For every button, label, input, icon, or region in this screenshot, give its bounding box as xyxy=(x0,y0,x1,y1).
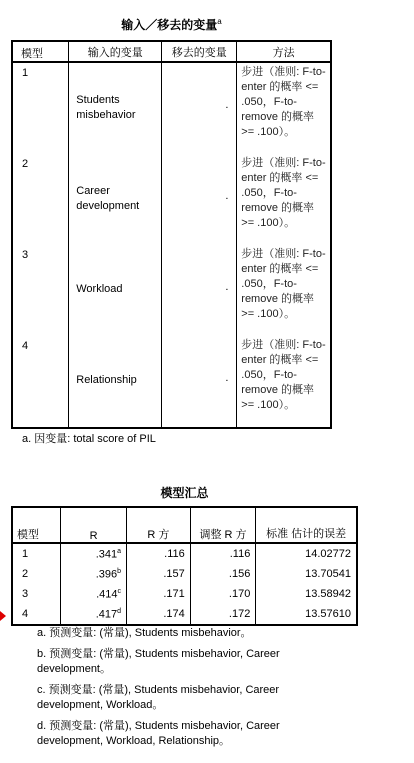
method-text: 步进（准则: F-to-enter 的概率 <= .050，F-to-remove 的概率 >= .100）。 xyxy=(241,248,326,320)
std-error-value: 13.57610 xyxy=(256,604,357,625)
table-row xyxy=(12,543,357,564)
model-number: 4 xyxy=(22,340,29,352)
std-error-value: 13.70541 xyxy=(256,564,357,584)
entered-variable: Relationship xyxy=(76,374,137,386)
r-square-value: .157 xyxy=(127,564,191,584)
r-square-value: .171 xyxy=(127,584,191,604)
method-text: 步进（准则: F-to-enter 的概率 <= .050，F-to-remove 的概率 >= .100）。 xyxy=(241,157,326,229)
col-model: 模型 xyxy=(12,507,61,543)
row-pointer-icon xyxy=(0,611,6,621)
table2-footnote: c. 预测变量: (常量), Students misbehavior, Career development, Workload。 xyxy=(37,684,280,711)
col-r-square: R 方 xyxy=(127,507,191,543)
adjusted-r-square-value: .170 xyxy=(190,584,256,604)
col-method: 方法 xyxy=(237,41,331,62)
table-row xyxy=(12,564,357,584)
table-row xyxy=(12,62,331,154)
col-entered: 输入的变量 xyxy=(69,41,162,62)
col-removed: 移去的变量 xyxy=(162,41,237,62)
table-row xyxy=(12,336,331,428)
r-value: .414$^c$ xyxy=(61,584,127,604)
removed-variable: . xyxy=(225,372,229,384)
col-r: R xyxy=(61,507,127,543)
removed-variable: . xyxy=(225,190,229,202)
table1-title: 输入／移去的变量$^a$ xyxy=(121,17,222,32)
table2-footnote: a. 预测变量: (常量), Students misbehavior。 xyxy=(37,627,252,639)
model-number: 2 xyxy=(22,158,29,170)
table-row xyxy=(12,245,331,336)
model-number: 1 xyxy=(22,548,29,560)
r-square-value: .174 xyxy=(127,604,191,625)
table2-title: 模型汇总 xyxy=(160,486,209,500)
std-error-value: 13.58942 xyxy=(256,584,357,604)
table-row xyxy=(12,584,357,604)
adjusted-r-square-value: .172 xyxy=(190,604,256,625)
std-error-value: 14.02772 xyxy=(256,543,357,564)
adjusted-r-square-value: .116 xyxy=(190,543,256,564)
model-number: 3 xyxy=(22,249,29,261)
r-value: .396$^b$ xyxy=(61,564,127,584)
table-row xyxy=(12,154,331,245)
removed-variable: . xyxy=(225,99,229,111)
table1-footnote: a. 因变量: total score of PIL xyxy=(22,433,156,445)
col-adjusted-r-square: 调整 R 方 xyxy=(190,507,256,543)
model-number: 3 xyxy=(22,588,29,600)
table-header-row xyxy=(12,507,357,543)
model-summary-table xyxy=(11,506,358,626)
method-text: 步进（准则: F-to-enter 的概率 <= .050，F-to-remove 的概率 >= .100）。 xyxy=(241,66,326,138)
entered-removed-variables-table xyxy=(11,40,332,429)
method-text: 步进（准则: F-to-enter 的概率 <= .050，F-to-remove 的概率 >= .100）。 xyxy=(241,339,326,411)
model-number: 1 xyxy=(22,67,29,79)
model-number: 2 xyxy=(22,568,29,580)
entered-variable: Career development xyxy=(76,185,140,212)
col-std-error: 标准 估计的误差 xyxy=(256,507,357,543)
table-header-row xyxy=(12,41,331,62)
table-row xyxy=(12,604,357,625)
r-value: .417$^d$ xyxy=(61,604,127,625)
col-model: 模型 xyxy=(12,41,69,62)
entered-variable: Workload xyxy=(76,283,123,295)
model-number: 4 xyxy=(22,608,29,620)
table2-footnote: b. 预测变量: (常量), Students misbehavior, Career development。 xyxy=(37,648,280,675)
entered-variable: Students misbehavior xyxy=(76,94,136,121)
r-value: .341$^a$ xyxy=(61,543,127,564)
adjusted-r-square-value: .156 xyxy=(190,564,256,584)
r-square-value: .116 xyxy=(127,543,191,564)
table2-footnote: d. 预测变量: (常量), Students misbehavior, Career development, Workload, Relationship。 xyxy=(37,720,280,747)
removed-variable: . xyxy=(225,281,229,293)
